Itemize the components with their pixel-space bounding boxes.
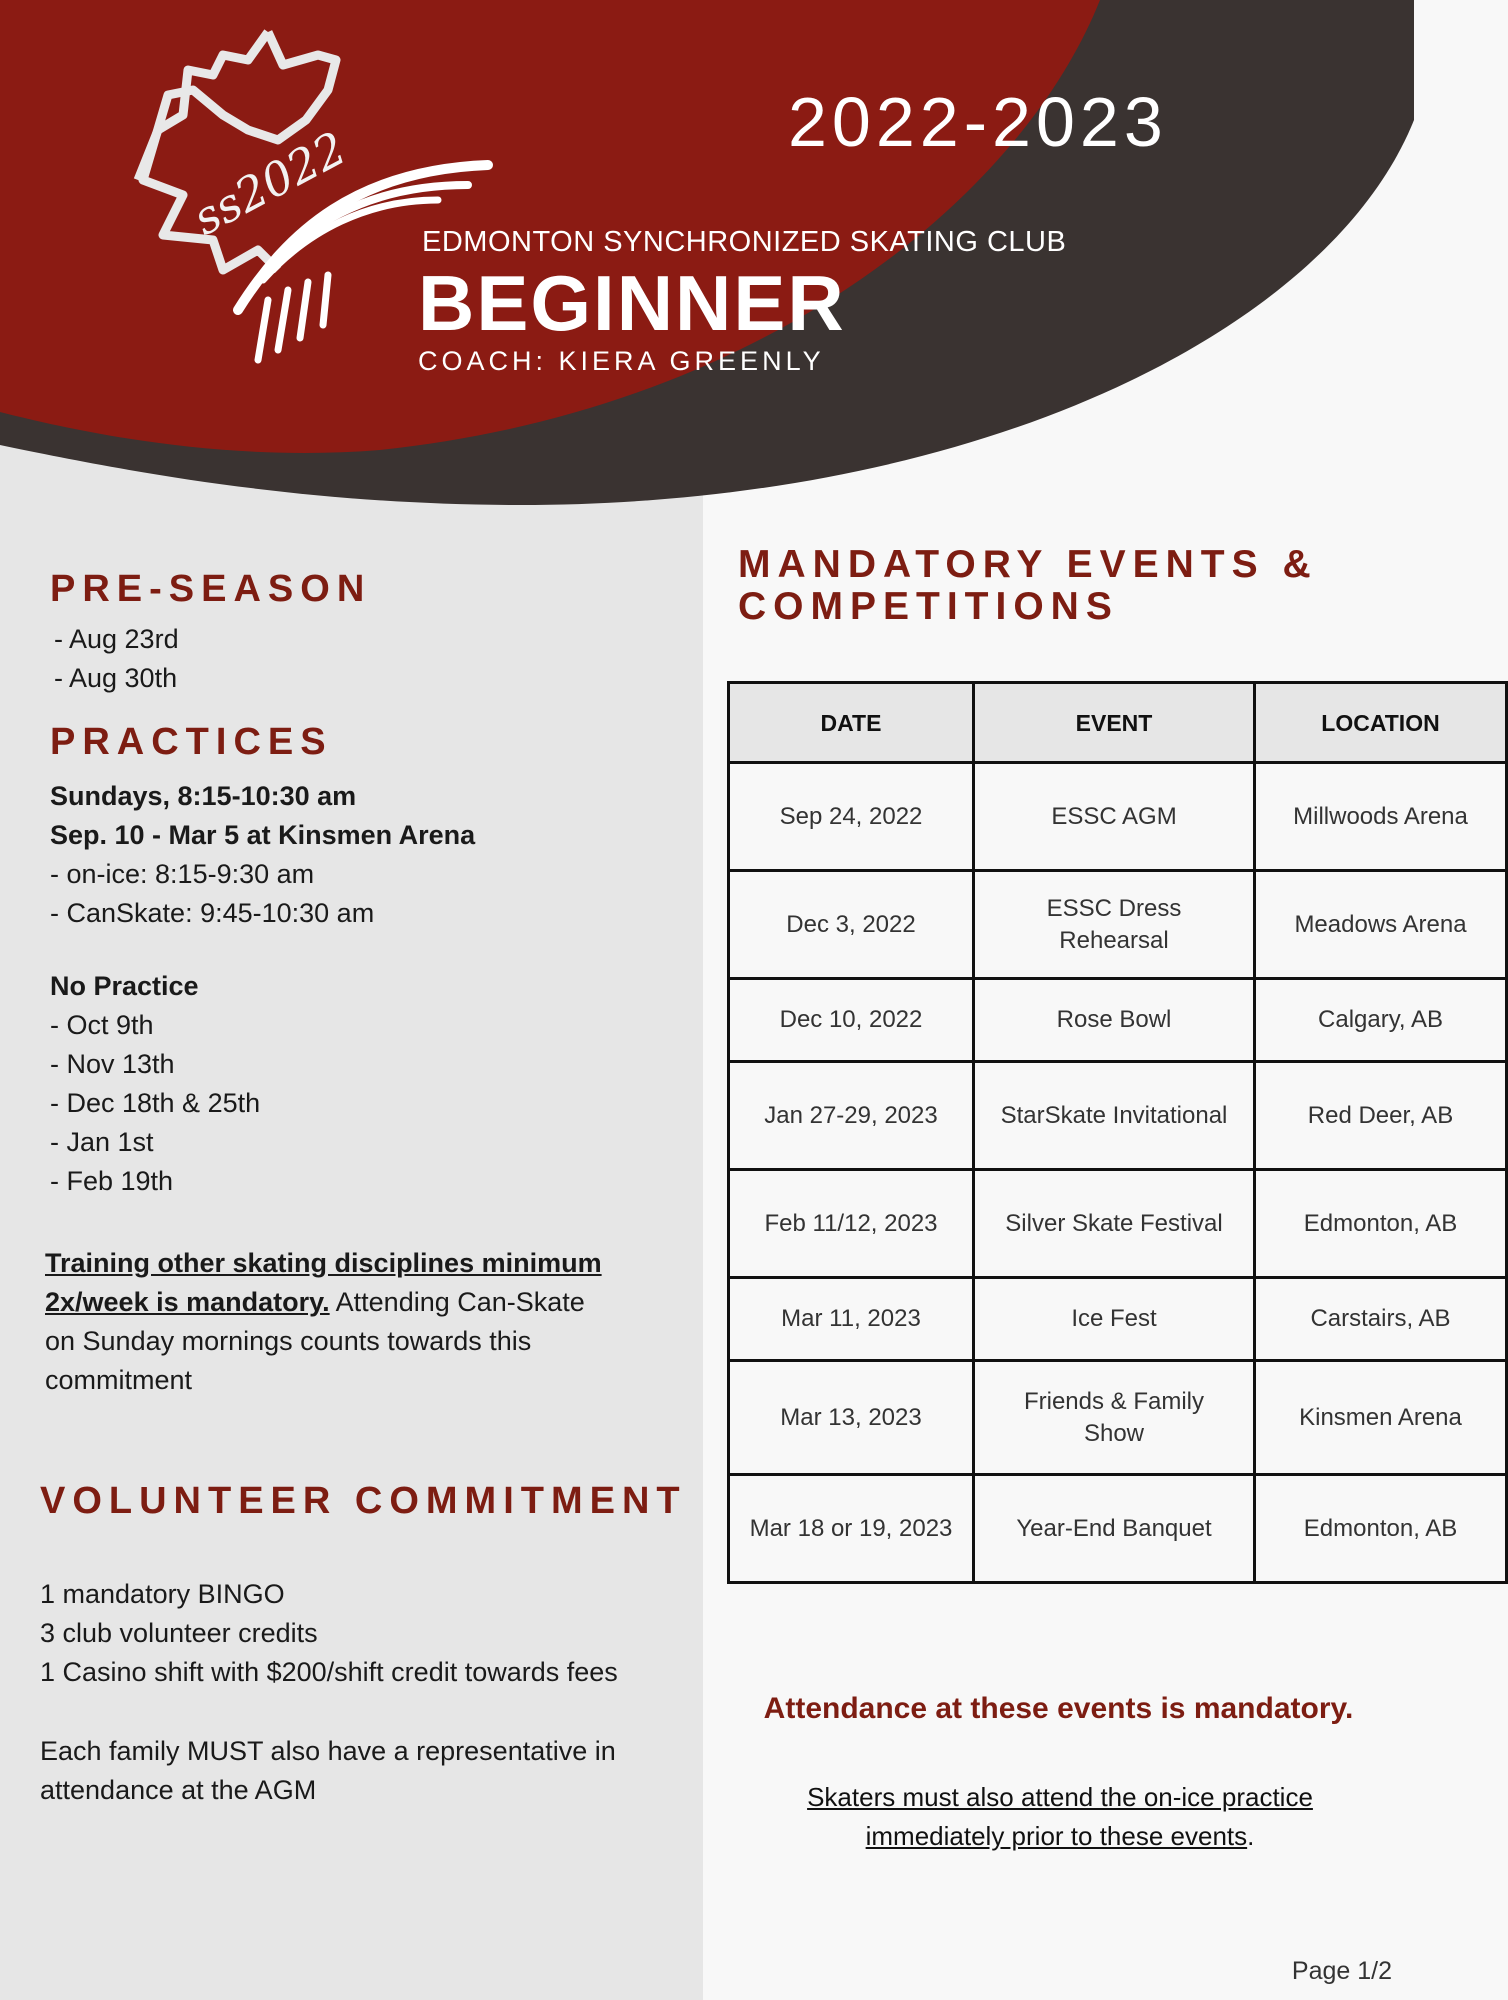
preseason-title: PRE-SEASON	[50, 568, 372, 610]
event-location: Kinsmen Arena	[1255, 1361, 1507, 1475]
header-location: LOCATION	[1255, 683, 1507, 763]
event-date: Feb 11/12, 2023	[729, 1170, 974, 1278]
preseason-item: - Aug 30th	[54, 663, 178, 693]
skaters-note-end: .	[1247, 1821, 1255, 1851]
table-row	[729, 979, 1507, 1062]
events-title-line: COMPETITIONS	[738, 585, 1119, 628]
volunteer-note: attendance at the AGM	[40, 1775, 317, 1805]
no-practice-item: - Nov 13th	[50, 1049, 175, 1079]
skaters-note	[760, 1778, 1360, 1856]
event-date: Mar 18 or 19, 2023	[729, 1475, 974, 1583]
svg-text:ss2022: ss2022	[184, 120, 355, 246]
event-name: Friends & Family Show	[974, 1361, 1255, 1475]
training-note-text: Attending Can-Skate	[329, 1287, 585, 1317]
volunteer-item: 1 mandatory BINGO	[40, 1579, 285, 1609]
event-date: Mar 13, 2023	[729, 1361, 974, 1475]
team-level: BEGINNER	[418, 259, 846, 347]
event-location: Edmonton, AB	[1255, 1475, 1507, 1583]
event-name: Rose Bowl	[974, 979, 1255, 1062]
training-note-line: on Sunday mornings counts towards this	[45, 1326, 532, 1356]
practice-item: - CanSkate: 9:45-10:30 am	[50, 898, 375, 928]
no-practice-item: - Jan 1st	[50, 1127, 154, 1157]
skaters-note-line: Skaters must also attend the on-ice practice	[807, 1782, 1313, 1812]
table-header-row	[729, 683, 1507, 763]
no-practice-item: - Dec 18th & 25th	[50, 1088, 261, 1118]
skaters-note-line: immediately prior to these events	[865, 1821, 1248, 1851]
event-name: Ice Fest	[974, 1278, 1255, 1361]
coach-name: COACH: KIERA GREENLY	[418, 346, 825, 376]
event-name: ESSC Dress Rehearsal	[974, 871, 1255, 979]
event-location: Edmonton, AB	[1255, 1170, 1507, 1278]
training-note-underlined: Training other skating disciplines minimum	[45, 1248, 602, 1278]
practice-schedule: Sundays, 8:15-10:30 am	[50, 781, 357, 811]
no-practice-title: No Practice	[50, 971, 199, 1001]
event-location: Carstairs, AB	[1255, 1278, 1507, 1361]
season-year: 2022-2023	[788, 83, 1168, 161]
training-note-line	[45, 1244, 602, 1283]
event-name: ESSC AGM	[974, 763, 1255, 871]
practices-title: PRACTICES	[50, 721, 333, 763]
events-title-line: MANDATORY EVENTS &	[738, 543, 1318, 586]
no-practice-item: - Oct 9th	[50, 1010, 154, 1040]
table-row	[729, 1475, 1507, 1583]
table-row	[729, 763, 1507, 871]
table-row	[729, 1170, 1507, 1278]
practice-item: - on-ice: 8:15-9:30 am	[50, 859, 315, 889]
header-event: EVENT	[974, 683, 1255, 763]
training-note-line	[45, 1283, 585, 1322]
practice-schedule: Sep. 10 - Mar 5 at Kinsmen Arena	[50, 820, 476, 850]
event-name: Year-End Banquet	[974, 1475, 1255, 1583]
event-name: StarSkate Invitational	[974, 1062, 1255, 1170]
event-location: Red Deer, AB	[1255, 1062, 1507, 1170]
volunteer-title: VOLUNTEER COMMITMENT	[40, 1480, 687, 1522]
event-date: Jan 27-29, 2023	[729, 1062, 974, 1170]
volunteer-note: Each family MUST also have a representative in	[40, 1736, 616, 1766]
event-date: Sep 24, 2022	[729, 763, 974, 871]
events-table	[727, 681, 1508, 1584]
table-row	[729, 1361, 1507, 1475]
training-note-underlined: 2x/week is mandatory.	[45, 1287, 330, 1317]
volunteer-item: 1 Casino shift with $200/shift credit towards fees	[40, 1657, 618, 1687]
event-date: Mar 11, 2023	[729, 1278, 974, 1361]
table-row	[729, 871, 1507, 979]
event-name: Silver Skate Festival	[974, 1170, 1255, 1278]
event-date: Dec 3, 2022	[729, 871, 974, 979]
event-location: Calgary, AB	[1255, 979, 1507, 1062]
page-number: Page 1/2	[1291, 1957, 1392, 1985]
training-note-line: commitment	[45, 1365, 193, 1395]
club-name: EDMONTON SYNCHRONIZED SKATING CLUB	[422, 226, 1067, 258]
events-title	[738, 544, 1398, 628]
no-practice-item: - Feb 19th	[50, 1166, 174, 1196]
preseason-item: - Aug 23rd	[54, 624, 179, 654]
mandatory-note: Attendance at these events is mandatory.	[763, 1692, 1354, 1725]
volunteer-item: 3 club volunteer credits	[40, 1618, 318, 1648]
event-location: Millwoods Arena	[1255, 763, 1507, 871]
table-row	[729, 1062, 1507, 1170]
table-row	[729, 1278, 1507, 1361]
header-date: DATE	[729, 683, 974, 763]
event-date: Dec 10, 2022	[729, 979, 974, 1062]
event-location: Meadows Arena	[1255, 871, 1507, 979]
